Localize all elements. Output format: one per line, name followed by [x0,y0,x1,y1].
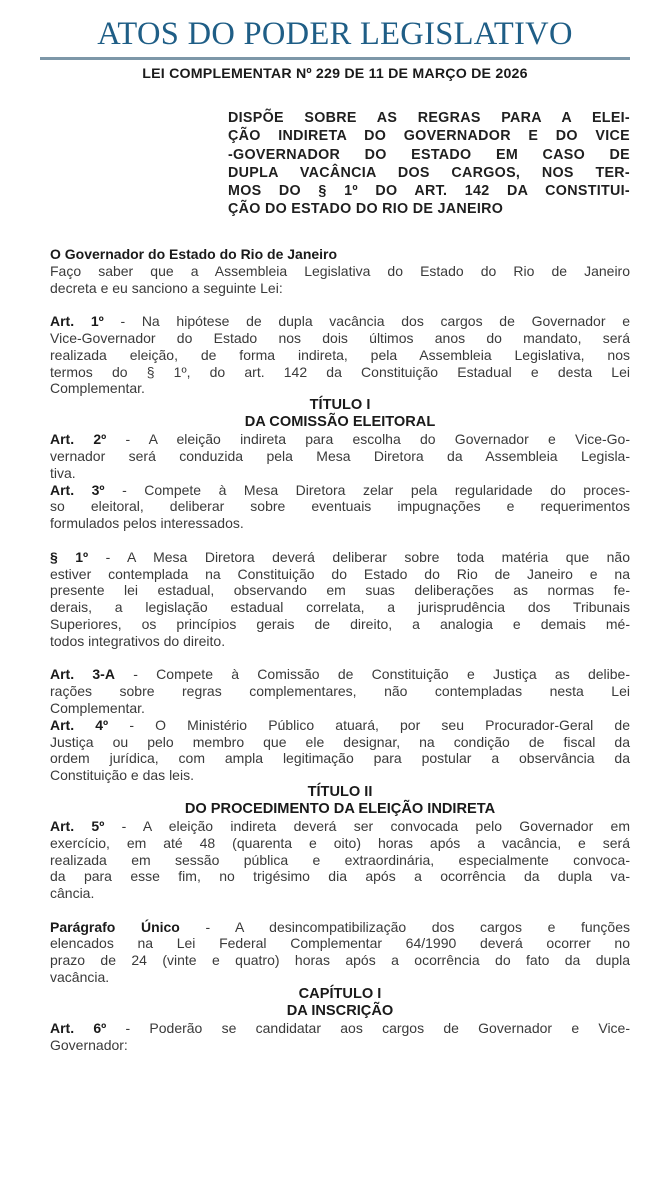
law-title: LEI COMPLEMENTAR Nº 229 DE 11 DE MARÇO DE 2026 [142,66,528,82]
article-text: ordem jurídica, com ampla legitimação para postular a observância da [50,750,630,767]
paragraph-text: Superiores, os princípios gerais de direito, a analogia e demais mé- [50,615,630,632]
masthead-title: ATOS DO PODER LEGISLATIVO [97,16,573,52]
article-text: realizada eleição, de forma indireta, pela Assembleia Legislativa, nos [50,346,630,363]
paragraph-text: presente lei estadual, observando em suas deliberações as normas fe- [50,582,630,599]
paragraph-text: estiver contemplada na Constituição do Estado do Rio de Janeiro e na [50,565,630,582]
article-3-paragraph-1 [50,549,630,650]
article-text: tiva. [50,464,76,481]
ementa-line: DISPÕE SOBRE AS REGRAS PARA A ELEI- [228,110,630,126]
article-label: Art. 1º [50,313,104,330]
ementa-line: MOS DO § 1º DO ART. 142 DA CONSTITUI- [228,183,630,200]
article-text: - Compete à Mesa Diretora zelar pela regularidade do proces- [104,481,630,498]
article-label: Art. 4º [50,716,109,733]
article-3 [50,482,630,532]
preamble-line: decreta e eu sanciono a seguinte Lei: [50,279,283,296]
article-text: vernador será conduzida pela Mesa Diretora da Assembleia Legisla- [50,447,630,464]
ementa [228,109,630,219]
article-text: - A eleição indireta para escolha do Governador e Vice-Go- [106,431,630,448]
article-text: - Na hipótese de dupla vacância dos cargos de Governador e [103,313,630,330]
article-text: Governador: [50,1036,128,1053]
article-text: - O Ministério Público atuará, por seu Procurador-Geral de [108,716,631,733]
article-5 [50,818,630,902]
article-text: - A eleição indireta deverá ser convocada pelo Governador em [104,817,630,834]
article-text: Constituição e das leis. [50,767,194,784]
masthead-rule [40,57,630,60]
paragraph-text: - A desincompatibilização dos cargos e funções [179,918,631,935]
article-text: - Poderão se candidatar aos cargos de Governador e Vice- [106,1019,630,1036]
article-1 [50,313,630,397]
paragraph-text: vacância. [50,969,110,986]
law-body [50,246,630,1053]
article-2 [50,431,630,481]
paragraph-text: prazo de 24 (vinte e quatro) horas após a ocorrência do fato da dupla [50,952,630,969]
article-text: Vice-Governador do Estado nos dois últimos anos do mandato, será [50,329,630,346]
capitulo-1-number: CAPÍTULO I [298,985,382,1002]
ementa-line: -GOVERNADOR DO ESTADO EM CASO DE [228,146,630,163]
ementa-line: ÇÃO INDIRETA DO GOVERNADOR E DO VICE [228,128,630,145]
article-6 [50,1020,630,1054]
paragraph-text: todos integrativos do direito. [50,632,226,649]
article-text: rações sobre regras complementares, não contempladas nesta Lei [50,683,630,700]
article-text: formulados pelos interessados. [50,515,244,532]
titulo-2-number: TÍTULO II [307,783,373,800]
article-text: exercício, em até 48 (quarenta e oito) horas após a vacância, e será [50,834,630,851]
article-label: Art. 3-A [50,666,115,683]
article-text: cância. [50,885,95,902]
article-3a [50,666,630,716]
paragraph-text: elencados na Lei Federal Complementar 64/1990 deverá ocorrer no [50,935,630,952]
article-text: realizada em sessão pública e extraordinária, especialmente convoca- [50,851,630,868]
article-text: Complementar. [50,699,145,716]
ementa-line: DUPLA VACÂNCIA DOS CARGOS, NOS TER- [228,164,630,181]
paragraph-label: § 1º [50,548,89,565]
titulo-1-number: TÍTULO I [309,397,371,414]
paragraph-text: derais, a legislação estadual correlata, a jurisprudência dos Tribunais [50,599,630,616]
article-text: da para esse fim, no trigésimo dia após a ocorrência da dupla va- [50,868,630,885]
article-label: Art. 2º [50,431,107,448]
article-text: termos do § 1º, do art. 142 da Constituição Estadual e desta Lei [50,363,630,380]
article-label: Art. 6º [50,1019,107,1036]
article-label: Art. 3º [50,481,105,498]
article-text: Complementar. [50,380,145,397]
ementa-line: ÇÃO DO ESTADO DO RIO DE JANEIRO [228,201,504,218]
article-text: - Compete à Comissão de Constituição e Justiça as delibe- [114,666,630,683]
article-5-paragrafo-unico [50,919,630,986]
titulo-1-name: DA COMISSÃO ELEITORAL [244,414,436,431]
paragraph-label: Parágrafo Único [50,918,180,935]
paragraph-text: - A Mesa Diretora deverá deliberar sobre toda matéria que não [88,548,631,565]
titulo-2-name: DO PROCEDIMENTO DA ELEIÇÃO INDIRETA [184,800,496,817]
article-label: Art. 5º [50,817,105,834]
preamble-line: Faço saber que a Assembleia Legislativa do Estado do Rio de Janeiro [50,262,630,279]
capitulo-1-name: DA INSCRIÇÃO [286,1002,394,1019]
preamble-author: O Governador do Estado do Rio de Janeiro [50,246,338,262]
article-text: Justiça ou pelo membro que ele designar, na condição de fiscal da [50,733,630,750]
article-4 [50,717,630,784]
article-text: so eleitoral, deliberar sobre eventuais impugnações e requerimentos [50,498,630,515]
